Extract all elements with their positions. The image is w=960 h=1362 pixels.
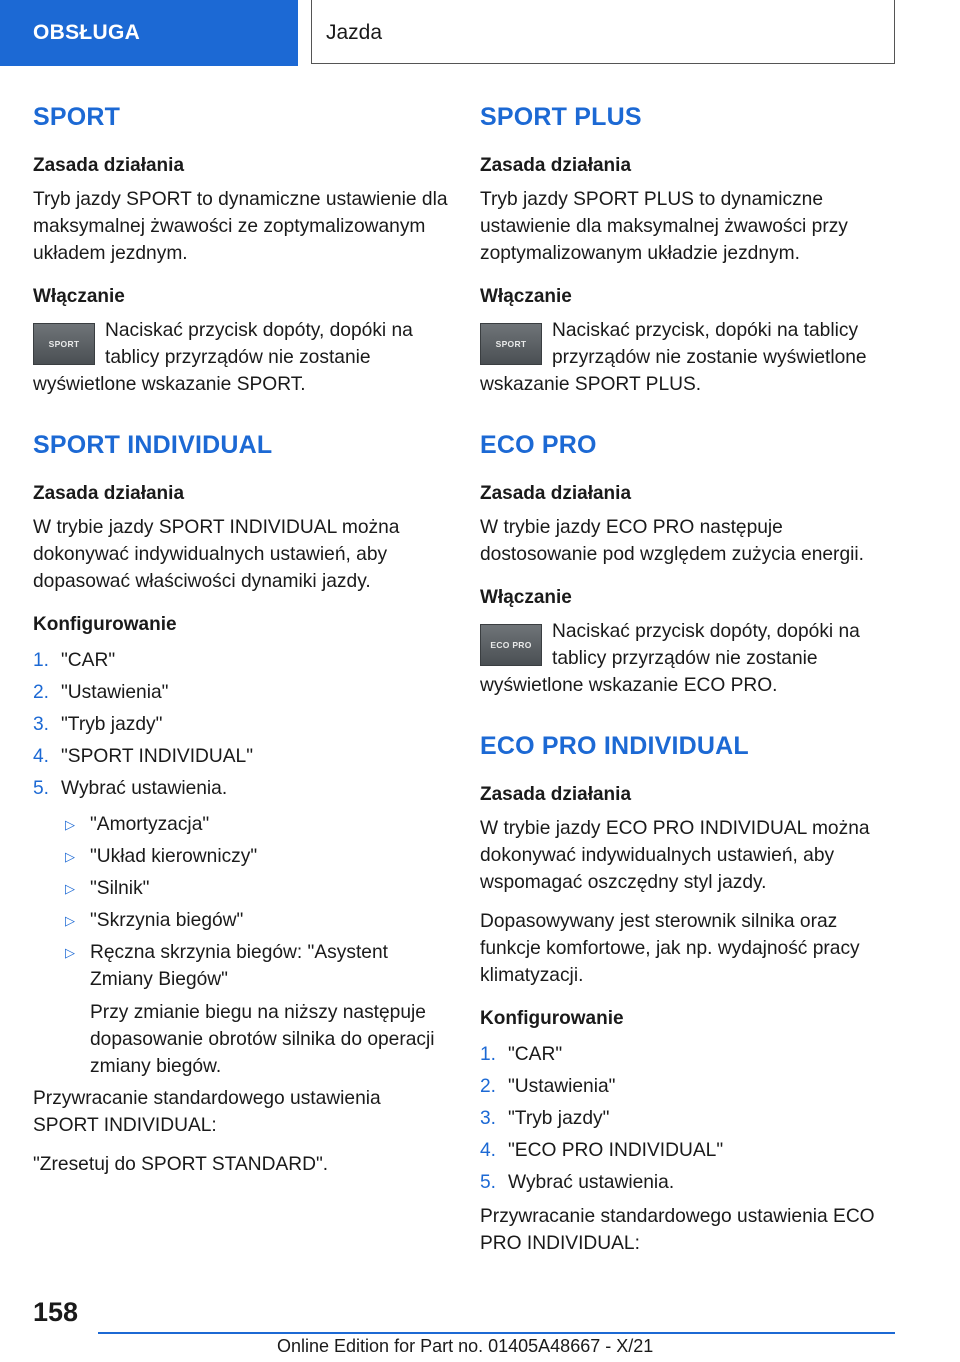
list-item: 4. "ECO PRO INDIVIDUAL" <box>480 1140 724 1161</box>
edition-note: Online Edition for Part no. 01405A48667 - X/21 <box>277 1336 654 1356</box>
section-title-sport-individual: SPORT INDIVIDUAL <box>33 431 273 459</box>
right-column <box>480 100 895 1257</box>
triangle-bullet-icon: ▷ <box>65 817 75 832</box>
principle-text: Tryb jazdy SPORT to dynamiczne ustawienie dla maksymalnej żwawości ze zoptymalizowanym układem jezdnym. <box>33 189 448 264</box>
page-header <box>0 0 960 66</box>
switch-text: Naciskać przycisk dopóty, dopóki na tablicy przyrządów nie zostanie wyświetlone wskazanie ECO PRO. <box>480 621 860 696</box>
principle-heading: Zasada działania <box>480 483 632 504</box>
sport-button-icon: SPORT <box>480 323 542 365</box>
principle-text: W trybie jazdy SPORT INDIVIDUAL można dokonywać indywidualnych ustawień, aby dopasować właściwości dynamiki jazdy. <box>33 517 400 592</box>
chapter-title: Jazda <box>311 0 895 64</box>
list-item: ▷ "Układ kierowniczy" <box>61 843 448 870</box>
triangle-bullet-icon: ▷ <box>65 881 75 896</box>
config-heading: Konfigurowanie <box>480 1008 624 1029</box>
switch-heading: Włączanie <box>480 286 572 307</box>
list-item: 5. Wybrać ustawienia. <box>480 1172 675 1193</box>
list-item: 2. "Ustawienia" <box>480 1076 616 1097</box>
section-title-sport-plus: SPORT PLUS <box>480 103 642 131</box>
page-number: 158 <box>33 1297 79 1327</box>
sport-button-icon: SPORT <box>33 323 95 365</box>
left-column <box>33 100 448 1178</box>
principle-heading: Zasada działania <box>480 155 632 176</box>
config-steps <box>480 1039 895 1199</box>
settings-bullets <box>33 811 448 1080</box>
list-item: 3. "Tryb jazdy" <box>33 714 163 735</box>
reset-text: Przywracanie standardowego ustawienia ECO PRO INDIVIDUAL: <box>480 1206 875 1254</box>
section-title-eco-pro-individual: ECO PRO INDIVIDUAL <box>480 732 749 760</box>
switch-instruction <box>480 618 895 699</box>
config-heading: Konfigurowanie <box>33 614 177 635</box>
list-item: 1. "CAR" <box>33 650 116 671</box>
section-title-eco-pro: ECO PRO <box>480 431 597 459</box>
section-tab: OBSŁUGA <box>0 0 298 66</box>
principle-heading: Zasada działania <box>33 155 185 176</box>
list-item: ▷ Ręczna skrzynia biegów: "Asystent Zmiany Biegów" Przy zmianie biegu na niższy następuje dopasowanie obrotów silnika do operacji zmiany biegów. <box>61 939 448 1080</box>
triangle-bullet-icon: ▷ <box>65 945 75 960</box>
list-item: 2. "Ustawienia" <box>33 682 169 703</box>
principle-text: W trybie jazdy ECO PRO INDIVIDUAL można dokonywać indywidualnych ustawień, aby wspomagać oszczędny styl jazdy. <box>480 818 870 893</box>
config-steps <box>33 645 448 805</box>
list-item: ▷ "Amortyzacja" <box>61 811 448 838</box>
bullet-note: Przy zmianie biegu na niższy następuje dopasowanie obrotów silnika do operacji zmiany biegów. <box>90 1002 435 1077</box>
switch-instruction <box>33 317 448 398</box>
principle-text-2: Dopasowywany jest sterownik silnika oraz funkcje komfortowe, jak np. wydajność pracy klimatyzacji. <box>480 911 860 986</box>
section-title-sport: SPORT <box>33 103 121 131</box>
reset-text: Przywracanie standardowego ustawienia SPORT INDIVIDUAL: <box>33 1088 381 1136</box>
principle-heading: Zasada działania <box>33 483 185 504</box>
reset-action: "Zresetuj do SPORT STANDARD". <box>33 1154 329 1175</box>
list-item: 3. "Tryb jazdy" <box>480 1108 610 1129</box>
list-item: ▷ "Skrzynia biegów" <box>61 907 448 934</box>
principle-heading: Zasada działania <box>480 784 632 805</box>
switch-instruction <box>480 317 895 398</box>
principle-text: Tryb jazdy SPORT PLUS to dynamiczne ustawienie dla maksymalnej żwawości przy zoptymalizowanym układzie jezdnym. <box>480 189 848 264</box>
list-item: 4. "SPORT INDIVIDUAL" <box>33 746 254 767</box>
list-item: 5. Wybrać ustawienia. <box>33 778 228 799</box>
switch-text: Naciskać przycisk, dopóki na tablicy przyrządów nie zostanie wyświetlone wskazanie SPORT PLUS. <box>480 320 867 395</box>
triangle-bullet-icon: ▷ <box>65 913 75 928</box>
list-item: ▷ "Silnik" <box>61 875 448 902</box>
switch-heading: Włączanie <box>33 286 125 307</box>
eco-pro-button-icon: ECO PRO <box>480 624 542 666</box>
principle-text: W trybie jazdy ECO PRO następuje dostosowanie pod względem zużycia energii. <box>480 517 864 565</box>
triangle-bullet-icon: ▷ <box>65 849 75 864</box>
switch-heading: Włączanie <box>480 587 572 608</box>
list-item: 1. "CAR" <box>480 1044 563 1065</box>
switch-text: Naciskać przycisk dopóty, dopóki na tablicy przyrządów nie zostanie wyświetlone wskazanie SPORT. <box>33 320 413 395</box>
